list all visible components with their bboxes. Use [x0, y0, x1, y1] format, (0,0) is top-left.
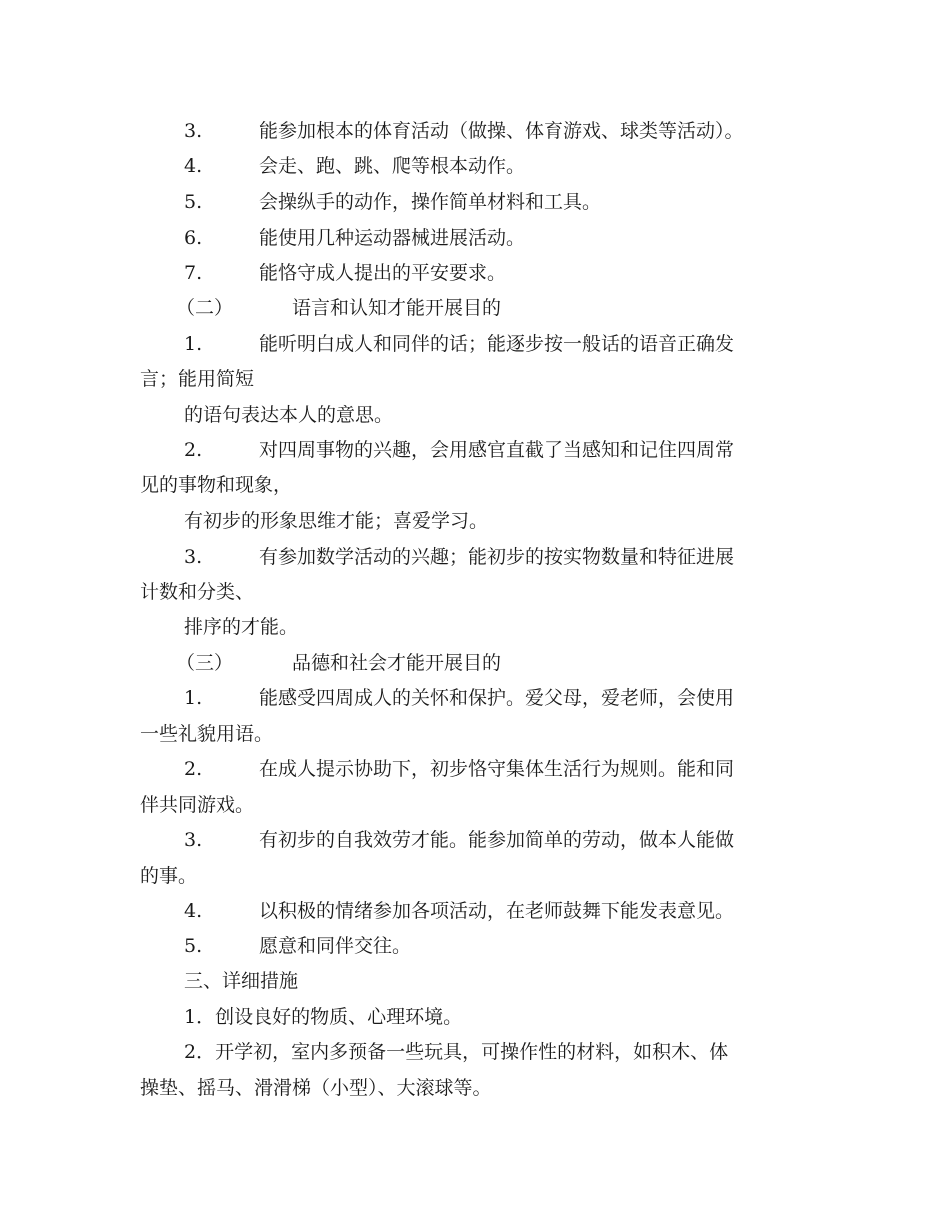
item-text: 愿意和同伴交往。: [259, 935, 412, 957]
item-text: 能听明白成人和同伴的话；能逐步按一般话的语音正确发: [259, 333, 735, 355]
section-label: （三）: [176, 652, 234, 674]
item-number: 1.: [184, 687, 203, 709]
item-text-continued: 一些礼貌用语。: [140, 723, 274, 745]
item-number: 2.: [184, 439, 203, 461]
item-number: 3.: [184, 546, 203, 568]
section-heading: 三、详细措施: [184, 970, 299, 992]
item-text-continued: 的事。: [140, 865, 198, 887]
item-text: 能参加根本的体育活动（做操、体育游戏、球类等活动）。: [259, 120, 744, 142]
item-text: 有参加数学活动的兴趣；能初步的按实物数量和特征进展: [259, 546, 735, 568]
measure-item: 2．开学初，室内多预备一些玩具，可操作性的材料，如积木、体: [184, 1041, 729, 1063]
item-text: 会走、跑、跳、爬等根本动作。: [259, 155, 526, 177]
item-number: 5.: [184, 935, 203, 957]
item-text-continued: 排序的才能。: [184, 616, 299, 638]
item-number: 5.: [184, 191, 203, 213]
item-number: 7.: [184, 262, 203, 284]
item-number: 1.: [184, 333, 203, 355]
item-text: 能恪守成人提出的平安要求。: [259, 262, 507, 284]
item-text: 能使用几种运动器械进展活动。: [259, 227, 526, 249]
item-text: 能感受四周成人的关怀和保护。爱父母，爱老师，会使用: [259, 687, 735, 709]
measure-item: 1．创设良好的物质、心理环境。: [184, 1006, 463, 1028]
item-text-continued: 言；能用简短: [140, 368, 255, 390]
item-number: 4.: [184, 900, 203, 922]
item-text: 会操纵手的动作，操作简单材料和工具。: [259, 191, 602, 213]
item-number: 6.: [184, 227, 203, 249]
measure-item-continued: 操垫、摇马、滑滑梯（小型）、大滚球等。: [140, 1077, 492, 1099]
item-text-continued: 计数和分类、: [140, 581, 255, 603]
section-title: 语言和认知才能开展目的: [292, 297, 502, 319]
item-text: 有初步的自我效劳才能。能参加简单的劳动，做本人能做: [259, 829, 735, 851]
item-number: 3.: [184, 120, 203, 142]
item-text-continued: 的语句表达本人的意思。: [184, 404, 394, 426]
item-number: 3.: [184, 829, 203, 851]
item-text-continued: 见的事物和现象，: [140, 474, 293, 496]
item-text: 对四周事物的兴趣，会用感官直截了当感知和记住四周常: [259, 439, 735, 461]
item-text: 在成人提示协助下，初步恪守集体生活行为规则。能和同: [259, 758, 735, 780]
section-label: （二）: [176, 297, 234, 319]
item-text: 以积极的情绪参加各项活动，在老师鼓舞下能发表意见。: [259, 900, 735, 922]
item-text-continued: 有初步的形象思维才能；喜爱学习。: [184, 510, 489, 532]
item-number: 4.: [184, 155, 203, 177]
section-title: 品德和社会才能开展目的: [292, 652, 502, 674]
item-number: 2.: [184, 758, 203, 780]
item-text-continued: 伴共同游戏。: [140, 794, 255, 816]
